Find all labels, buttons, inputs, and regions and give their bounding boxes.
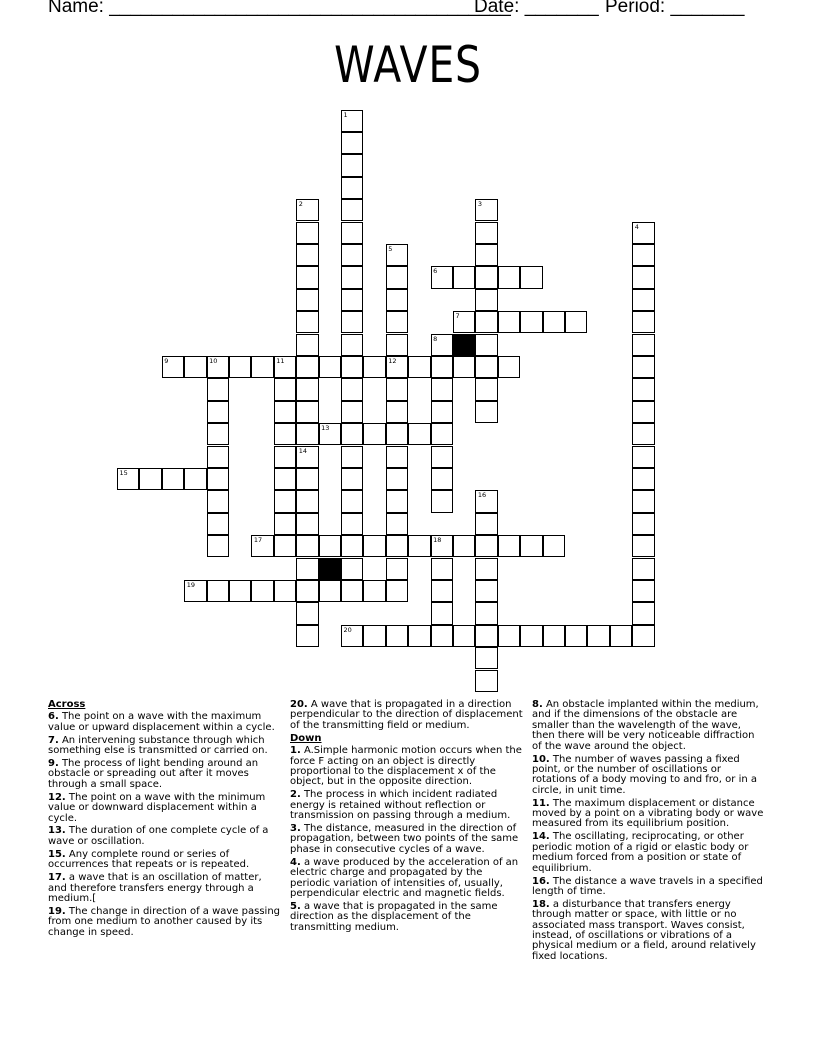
grid-cell[interactable] <box>184 468 206 490</box>
grid-cell[interactable] <box>296 244 318 266</box>
clue-down-5: 5. a wave that is propagated in the same direction as the displacement of the transmitting medium. <box>290 900 498 933</box>
grid-cell[interactable] <box>296 199 318 221</box>
grid-cell[interactable] <box>274 468 296 490</box>
clue-number: 3 <box>477 200 483 209</box>
clue-down-16: 16. The distance a wave travels in a specified length of time. <box>532 875 763 897</box>
grid-cell[interactable] <box>162 468 184 490</box>
grid-cell[interactable] <box>319 580 341 602</box>
grid-cell[interactable] <box>296 602 318 624</box>
grid-cell[interactable] <box>431 378 453 400</box>
grid-cell[interactable] <box>632 602 654 624</box>
clue-number: 13 <box>321 424 330 433</box>
grid-cell[interactable] <box>274 580 296 602</box>
grid-cell[interactable] <box>431 266 453 288</box>
across-heading: Across <box>48 699 86 710</box>
grid-cell[interactable] <box>341 535 363 557</box>
grid-cell[interactable] <box>296 423 318 445</box>
grid-cell[interactable] <box>229 356 251 378</box>
grid-cell[interactable] <box>296 222 318 244</box>
clue-across-9: 9. The process of light bending around an obstacle or spreading out after it moves through a small space. <box>48 758 259 790</box>
grid-cell[interactable] <box>543 311 565 333</box>
grid-cell[interactable] <box>520 311 542 333</box>
grid-cell[interactable] <box>431 356 453 378</box>
grid-cell[interactable] <box>431 490 453 512</box>
clue-down-1: 1. A.Simple harmonic motion occurs when the force F acting on an object is directly proportional to the displacement x of the object, but in the opposite direction. <box>290 745 522 788</box>
grid-cell[interactable] <box>207 401 229 423</box>
grid-cell[interactable] <box>498 356 520 378</box>
grid-cell[interactable] <box>341 222 363 244</box>
grid-cell[interactable] <box>229 580 251 602</box>
grid-cell[interactable] <box>296 401 318 423</box>
clue-number: 19 <box>186 580 195 589</box>
date-field-label: Date: _______ <box>474 0 599 17</box>
clue-number: 14 <box>298 446 307 455</box>
grid-cell[interactable] <box>632 266 654 288</box>
grid-cell[interactable] <box>207 468 229 490</box>
grid-cell[interactable] <box>386 356 408 378</box>
clue-number: 17 <box>253 536 263 545</box>
clue-down-3: 3. The distance, measured in the direction of propagation, between two points of the same phase in consecutive cycles of a wave. <box>290 822 519 855</box>
grid-cell[interactable] <box>274 356 296 378</box>
grid-cell[interactable] <box>386 423 408 445</box>
grid-cell[interactable] <box>475 289 497 311</box>
grid-cell[interactable] <box>453 311 475 333</box>
grid-cell[interactable] <box>139 468 161 490</box>
clue-number: 16 <box>477 491 487 500</box>
grid-cell[interactable] <box>341 266 363 288</box>
grid-cell[interactable] <box>632 513 654 535</box>
clues-column-1 <box>48 700 280 941</box>
grid-cell[interactable] <box>431 446 453 468</box>
grid-cell[interactable] <box>274 378 296 400</box>
grid-cell[interactable] <box>341 356 363 378</box>
grid-cell[interactable] <box>475 602 497 624</box>
clue-across-15: 15. Any complete round or series of occurrences that repeats or is repeated. <box>48 848 250 871</box>
grid-cell[interactable] <box>632 446 654 468</box>
grid-cell[interactable] <box>386 625 408 647</box>
grid-cell[interactable] <box>475 311 497 333</box>
grid-cell[interactable] <box>520 535 542 557</box>
grid-cell[interactable] <box>632 289 654 311</box>
grid-cell[interactable] <box>207 513 229 535</box>
grid-cell[interactable] <box>386 401 408 423</box>
grid-cell[interactable] <box>341 311 363 333</box>
clue-number: 12 <box>388 356 397 365</box>
grid-cell[interactable] <box>632 334 654 356</box>
grid-cell[interactable] <box>341 289 363 311</box>
clue-number: 20 <box>343 625 352 634</box>
grid-cell[interactable] <box>386 289 408 311</box>
grid-cell[interactable] <box>453 266 475 288</box>
grid-cell[interactable] <box>386 244 408 266</box>
clue-down-14: 14. The oscillating, reciprocating, or other periodic motion of a rigid or elastic body or medium forced from a position or state of equilibrium. <box>532 831 749 874</box>
grid-cell[interactable] <box>319 535 341 557</box>
down-heading: Down <box>290 732 322 744</box>
clues-column-2 <box>290 700 524 936</box>
grid-cell[interactable] <box>475 334 497 356</box>
clue-down-4: 4. a wave produced by the acceleration of an electric charge and propagated by the periodic variation of intensities of, usually, perpendicular electric and magnetic fields. <box>290 856 519 899</box>
grid-cell[interactable] <box>386 535 408 557</box>
grid-cell[interactable] <box>296 334 318 356</box>
grid-cell[interactable] <box>296 289 318 311</box>
grid-cell[interactable] <box>296 356 318 378</box>
grid-cell[interactable] <box>632 311 654 333</box>
grid-cell[interactable] <box>565 311 587 333</box>
black-cell <box>319 558 341 580</box>
grid-cell[interactable] <box>162 356 184 378</box>
clue-across-13: 13. The duration of one complete cycle of a wave or oscillation. <box>48 825 269 847</box>
clue-across-7: 7. An intervening substance through which something else is transmitted or carried on. <box>48 734 268 757</box>
grid-cell[interactable] <box>341 244 363 266</box>
grid-cell[interactable] <box>475 647 497 669</box>
grid-cell[interactable] <box>296 378 318 400</box>
name-field-label: Name: ______________________________________ <box>48 0 511 17</box>
grid-cell[interactable] <box>431 334 453 356</box>
black-cell <box>453 334 475 356</box>
grid-cell[interactable] <box>386 558 408 580</box>
grid-cell[interactable] <box>632 580 654 602</box>
grid-cell[interactable] <box>363 625 385 647</box>
grid-cell[interactable] <box>363 423 385 445</box>
grid-cell[interactable] <box>363 580 385 602</box>
grid-cell[interactable] <box>386 446 408 468</box>
grid-cell[interactable] <box>431 602 453 624</box>
grid-cell[interactable] <box>475 401 497 423</box>
grid-cell[interactable] <box>386 334 408 356</box>
clue-number: 9 <box>164 356 169 365</box>
grid-cell[interactable] <box>475 378 497 400</box>
clues-column-3 <box>532 700 764 965</box>
grid-cell[interactable] <box>274 401 296 423</box>
grid-cell[interactable] <box>296 535 318 557</box>
clue-across-12: 12. The point on a wave with the minimum value or downward displacement within a cycle. <box>48 791 266 824</box>
grid-cell[interactable] <box>453 356 475 378</box>
clue-number: 4 <box>634 222 639 231</box>
grid-cell[interactable] <box>587 625 609 647</box>
grid-cell[interactable] <box>341 199 363 221</box>
grid-cell[interactable] <box>184 356 206 378</box>
grid-cell[interactable] <box>363 356 385 378</box>
grid-cell[interactable] <box>341 132 363 154</box>
grid-cell[interactable] <box>475 625 497 647</box>
grid-cell[interactable] <box>341 177 363 199</box>
grid-cell[interactable] <box>632 535 654 557</box>
grid-cell[interactable] <box>207 356 229 378</box>
grid-cell[interactable] <box>632 468 654 490</box>
clue-number: 6 <box>433 267 438 276</box>
grid-cell[interactable] <box>386 311 408 333</box>
grid-cell[interactable] <box>341 558 363 580</box>
grid-cell[interactable] <box>296 490 318 512</box>
grid-cell[interactable] <box>274 446 296 468</box>
clue-across-19: 19. The change in direction of a wave passing from one medium to another caused by its change in speed. <box>48 905 280 938</box>
grid-cell[interactable] <box>431 558 453 580</box>
grid-cell[interactable] <box>341 110 363 132</box>
grid-cell[interactable] <box>386 468 408 490</box>
clue-number: 8 <box>433 334 438 343</box>
grid-cell[interactable] <box>475 266 497 288</box>
grid-cell[interactable] <box>431 625 453 647</box>
grid-cell[interactable] <box>498 625 520 647</box>
clue-across-17: 17. a wave that is an oscillation of matter, and therefore transfers energy through a medium.[ <box>48 872 262 904</box>
grid-cell[interactable] <box>341 446 363 468</box>
grid-cell[interactable] <box>296 446 318 468</box>
clue-down-2: 2. The process in which incident radiated energy is retained without reflection or transmission on passing through a medium. <box>290 789 511 822</box>
grid-cell[interactable] <box>632 625 654 647</box>
grid-cell[interactable] <box>274 490 296 512</box>
grid-cell[interactable] <box>498 266 520 288</box>
grid-cell[interactable] <box>475 513 497 535</box>
grid-cell[interactable] <box>251 535 273 557</box>
grid-cell[interactable] <box>207 423 229 445</box>
grid-cell[interactable] <box>475 535 497 557</box>
grid-cell[interactable] <box>296 311 318 333</box>
grid-cell[interactable] <box>251 356 273 378</box>
grid-cell[interactable] <box>543 535 565 557</box>
grid-cell[interactable] <box>632 423 654 445</box>
grid-cell[interactable] <box>475 490 497 512</box>
grid-cell[interactable] <box>296 625 318 647</box>
grid-cell[interactable] <box>475 199 497 221</box>
grid-cell[interactable] <box>431 535 453 557</box>
grid-cell[interactable] <box>386 266 408 288</box>
grid-cell[interactable] <box>408 356 430 378</box>
clue-number: 1 <box>343 110 348 119</box>
grid-cell[interactable] <box>475 222 497 244</box>
grid-cell[interactable] <box>296 468 318 490</box>
grid-cell[interactable] <box>341 468 363 490</box>
grid-cell[interactable] <box>341 154 363 176</box>
grid-cell[interactable] <box>207 535 229 557</box>
grid-cell[interactable] <box>475 670 497 692</box>
clue-down-11: 11. The maximum displacement or distance moved by a point on a vibrating body or wave measured from its equilibrium position. <box>532 797 764 830</box>
grid-cell[interactable] <box>632 490 654 512</box>
grid-cell[interactable] <box>296 266 318 288</box>
grid-cell[interactable] <box>319 423 341 445</box>
grid-cell[interactable] <box>632 244 654 266</box>
grid-cell[interactable] <box>408 625 430 647</box>
grid-cell[interactable] <box>475 580 497 602</box>
grid-cell[interactable] <box>431 401 453 423</box>
clue-across-6: 6. The point on a wave with the maximum value or upward displacement within a cycle. <box>48 711 275 733</box>
grid-cell[interactable] <box>341 423 363 445</box>
grid-cell[interactable] <box>610 625 632 647</box>
grid-cell[interactable] <box>431 580 453 602</box>
grid-cell[interactable] <box>207 378 229 400</box>
grid-cell[interactable] <box>341 401 363 423</box>
page-title: WAVES <box>334 36 482 94</box>
grid-cell[interactable] <box>475 244 497 266</box>
grid-cell[interactable] <box>184 580 206 602</box>
grid-cell[interactable] <box>475 356 497 378</box>
grid-cell[interactable] <box>431 468 453 490</box>
grid-cell[interactable] <box>453 625 475 647</box>
grid-cell[interactable] <box>520 266 542 288</box>
grid-cell[interactable] <box>319 356 341 378</box>
clue-number: 11 <box>276 356 285 365</box>
grid-cell[interactable] <box>632 222 654 244</box>
grid-cell[interactable] <box>565 625 587 647</box>
grid-cell[interactable] <box>386 378 408 400</box>
clue-number: 18 <box>433 536 442 545</box>
grid-cell[interactable] <box>296 580 318 602</box>
grid-cell[interactable] <box>453 535 475 557</box>
grid-cell[interactable] <box>363 535 385 557</box>
grid-cell[interactable] <box>341 334 363 356</box>
grid-cell[interactable] <box>341 580 363 602</box>
clue-number: 7 <box>455 312 460 321</box>
clue-across-20: 20. A wave that is propagated in a direction perpendicular to the direction of displacement of the transmitting field or medium. <box>290 699 523 731</box>
grid-cell[interactable] <box>274 535 296 557</box>
grid-cell[interactable] <box>341 490 363 512</box>
grid-cell[interactable] <box>543 625 565 647</box>
period-field-label: Period: _______ <box>605 0 745 17</box>
grid-cell[interactable] <box>498 311 520 333</box>
clue-down-8: 8. An obstacle implanted within the medium, and if the dimensions of the obstacle are smaller than the wavelength of the wave, then there will be very noticeable diffraction of the wave around the object. <box>532 699 759 752</box>
grid-cell[interactable] <box>632 378 654 400</box>
grid-cell[interactable] <box>341 378 363 400</box>
clue-down-10: 10. The number of waves passing a fixed point, or the number of oscillations or rotations of a body moving to and fro, or in a circle, in unit time. <box>532 753 757 796</box>
grid-cell[interactable] <box>207 580 229 602</box>
grid-cell[interactable] <box>632 356 654 378</box>
grid-cell[interactable] <box>207 490 229 512</box>
grid-cell[interactable] <box>632 558 654 580</box>
grid-cell[interactable] <box>520 625 542 647</box>
grid-cell[interactable] <box>341 513 363 535</box>
grid-cell[interactable] <box>274 513 296 535</box>
clue-number: 10 <box>209 356 218 365</box>
grid-cell[interactable] <box>386 580 408 602</box>
grid-cell[interactable] <box>296 513 318 535</box>
grid-cell[interactable] <box>475 558 497 580</box>
clue-down-18: 18. a disturbance that transfers energy through matter or space, with little or no associated mass transport. Waves consist, instead, of oscillations or vibrations of a physical medium or a field, around relatively fixed locations. <box>532 898 756 962</box>
grid-cell[interactable] <box>498 535 520 557</box>
grid-cell[interactable] <box>386 513 408 535</box>
clue-number: 5 <box>388 244 393 253</box>
grid-cell[interactable] <box>251 580 273 602</box>
grid-cell[interactable] <box>408 535 430 557</box>
grid-cell[interactable] <box>207 446 229 468</box>
grid-cell[interactable] <box>408 423 430 445</box>
clue-number: 2 <box>298 200 303 209</box>
grid-cell[interactable] <box>274 423 296 445</box>
grid-cell[interactable] <box>341 625 363 647</box>
grid-cell[interactable] <box>117 468 139 490</box>
clue-number: 15 <box>119 468 128 477</box>
grid-cell[interactable] <box>296 558 318 580</box>
grid-cell[interactable] <box>632 401 654 423</box>
grid-cell[interactable] <box>431 423 453 445</box>
grid-cell[interactable] <box>386 490 408 512</box>
